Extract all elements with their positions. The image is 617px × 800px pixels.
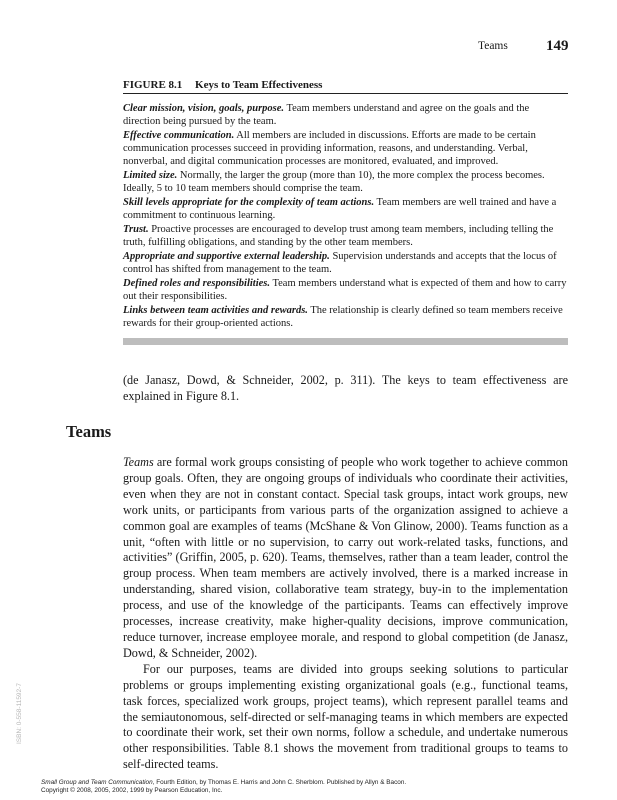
- figure-bottom-bar: [123, 338, 568, 345]
- figure-item: Defined roles and responsibilities. Team members understand what is expected of them and how to carry out their responsibilities.: [123, 278, 567, 302]
- figure-item: Links between team activities and rewards. The relationship is clearly defined so team members receive rewards for their group-oriented actions.: [123, 305, 563, 329]
- footer-citation: Small Group and Team Communication, Fourth Edition, by Thomas E. Harris and John C. Sherblom. Published by Allyn & Bacon.: [41, 779, 407, 786]
- figure-item: Skill levels appropriate for the complexity of team actions. Team members are well trained and have a commitment to continuous learning.: [123, 197, 557, 221]
- isbn-watermark: ISBN: 0-558-11592-7: [16, 683, 23, 744]
- footer-book-title: Small Group and Team Communication: [41, 779, 153, 786]
- running-head-title: Teams: [478, 40, 508, 52]
- footer: [41, 779, 601, 795]
- figure-caption-text: Keys to Team Effectiveness: [195, 79, 323, 91]
- figure-item: Clear mission, vision, goals, purpose. Team members understand and agree on the goals and the direction being pursued by the team.: [123, 103, 530, 127]
- figure-8-1: [123, 78, 568, 345]
- figure-item: Trust. Proactive processes are encouraged to develop trust among team members, including telling the truth, fulfilling obligations, and standing by the other team members.: [123, 224, 554, 248]
- figure-number: FIGURE 8.1: [123, 79, 183, 91]
- figure-item: Limited size. Normally, the larger the group (more than 10), the more complex the process becomes. Ideally, 5 to 10 team members should comprise the team.: [123, 170, 545, 194]
- figure-item: Effective communication. All members are included in discussions. Efforts are made to be certain communication processes succeed in providing information, reasons, and understanding. Verbal, nonverbal, and digital communication processes are monitored, evaluated, and improved.: [123, 130, 536, 167]
- figure-caption: [123, 78, 568, 92]
- figure-rule: [123, 93, 568, 94]
- paragraph: For our purposes, teams are divided into groups seeking solutions to particular problems or groups implementing existing organizational goals (e.g., functional teams, task forces, specialized work groups, project teams), which represent parallel teams and the semiautonomous, self-directed or self-managing teams in which members are expected to coordinate their work, set their own norms, follow a schedule, and undertake numerous other responsibilities. Table 8.1 shows the movement from traditional groups to teams to self-directed teams.: [123, 661, 568, 772]
- section-body: [123, 455, 568, 773]
- figure-items: [123, 102, 568, 330]
- paragraph-lead-term: Teams: [123, 455, 154, 469]
- section-heading: Teams: [66, 422, 112, 441]
- running-head: [0, 40, 617, 56]
- figure-item: Appropriate and supportive external leadership. Supervision understands and accepts that the locus of control has shifted from management to the team.: [123, 251, 557, 275]
- page-number: 149: [546, 38, 569, 54]
- continuation-paragraph: (de Janasz, Dowd, & Schneider, 2002, p. 311). The keys to team effectiveness are explained in Figure 8.1.: [123, 373, 568, 403]
- paragraph: Teams are formal work groups consisting of people who work together to achieve common group goals. Often, they are ongoing groups of individuals who coordinate their activities, even when they are not in constant contact. Special task groups, intact work groups, new work units, or participants from various parts of the organization assigned to achieve a common goal are examples of teams (McShane & Von Glinow, 2000). Teams function as a unit, “often with little or no supervision, to carry out work-related tasks, functions, and activities” (Griffin, 2005, p. 620). Teams, themselves, rather than a team leader, control the group process. When team members are actively involved, there is a marked increase in understanding, shared vision, collaborative team strategy, buy-in to the implementation process, and use of the knowledge of the participants. Teams can effectively improve processes, increase creativity, make higher-quality decisions, improve communication, reduce turnover, increase employee morale, and respond to global competition (de Janasz, Dowd, & Schneider, 2002).: [123, 455, 568, 660]
- footer-copyright: Copyright © 2008, 2005, 2002, 1999 by Pearson Education, Inc.: [41, 787, 223, 794]
